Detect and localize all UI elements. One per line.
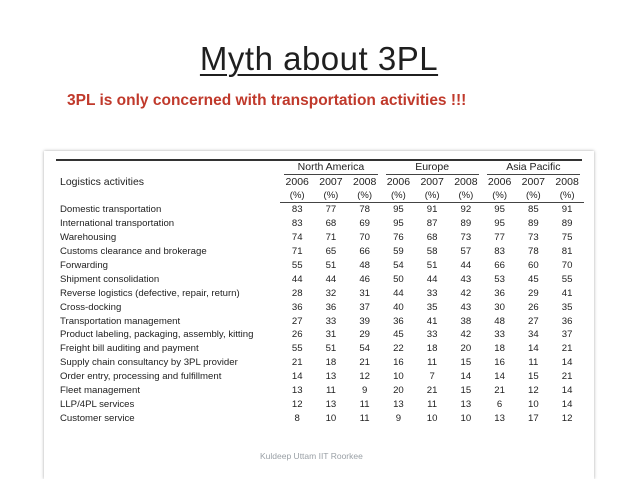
value-cell: 16 bbox=[393, 357, 404, 369]
activity-cell: LLP/4PL services bbox=[60, 398, 135, 410]
value-cell: 51 bbox=[325, 260, 337, 271]
value-cell: 13 bbox=[393, 398, 404, 410]
table-row bbox=[58, 411, 584, 425]
value-cell: 37 bbox=[561, 329, 573, 341]
value-cell: 66 bbox=[359, 246, 370, 258]
value-cell: 21 bbox=[359, 357, 370, 369]
value-cell: 38 bbox=[460, 315, 472, 327]
value-cell: 33 bbox=[426, 287, 438, 299]
value-cell: 55 bbox=[291, 260, 303, 271]
value-cell: 14 bbox=[291, 371, 303, 383]
table-row bbox=[58, 314, 584, 328]
value-cell: 22 bbox=[393, 343, 404, 355]
value-cell: 36 bbox=[393, 315, 404, 327]
footer-credit: Kuldeep Uttam IIT Roorkee bbox=[260, 451, 363, 461]
activity-cell: Warehousing bbox=[60, 232, 117, 244]
value-cell: 13 bbox=[494, 412, 505, 424]
value-cell: 12 bbox=[291, 398, 303, 410]
value-cell: 28 bbox=[291, 287, 303, 299]
value-cell: 83 bbox=[291, 204, 303, 216]
value-cell: 77 bbox=[494, 232, 505, 244]
value-cell: 95 bbox=[393, 218, 404, 230]
year-header: 2006 bbox=[386, 176, 411, 188]
value-cell: 46 bbox=[359, 273, 370, 285]
value-cell: 55 bbox=[561, 273, 573, 285]
value-cell: 77 bbox=[325, 204, 337, 216]
value-cell: 68 bbox=[325, 218, 337, 230]
value-cell: 13 bbox=[325, 398, 337, 410]
value-cell: 48 bbox=[494, 315, 505, 327]
slide-subtitle: 3PL is only concerned with transportation activities !!! bbox=[67, 92, 467, 109]
value-cell: 11 bbox=[359, 398, 370, 410]
value-cell: 14 bbox=[561, 398, 573, 410]
value-cell: 83 bbox=[494, 246, 505, 258]
value-cell: 70 bbox=[359, 232, 370, 244]
value-cell: 65 bbox=[325, 246, 337, 258]
value-cell: 21 bbox=[561, 343, 573, 355]
table-row bbox=[58, 300, 584, 314]
value-cell: 60 bbox=[528, 260, 539, 271]
value-cell: 10 bbox=[325, 412, 337, 424]
value-cell: 21 bbox=[561, 371, 573, 383]
region-header-europe: Europe bbox=[382, 161, 483, 175]
unit-header: (%) bbox=[280, 189, 314, 203]
table-row bbox=[58, 342, 584, 356]
activity-cell: Shipment consolidation bbox=[60, 273, 160, 285]
slide-title: Myth about 3PL bbox=[199, 40, 439, 77]
value-cell: 15 bbox=[460, 385, 472, 397]
value-cell: 14 bbox=[460, 371, 472, 383]
value-cell: 12 bbox=[561, 412, 573, 424]
value-cell: 12 bbox=[359, 371, 370, 383]
value-cell: 36 bbox=[494, 287, 505, 299]
value-cell: 50 bbox=[393, 273, 404, 285]
value-cell: 6 bbox=[496, 398, 503, 410]
region-header-asia-pacific: Asia Pacific bbox=[483, 161, 584, 175]
year-header: 2006 bbox=[487, 176, 512, 188]
value-cell: 18 bbox=[325, 357, 337, 369]
value-cell: 45 bbox=[528, 273, 539, 285]
table-row bbox=[58, 397, 584, 411]
value-cell: 41 bbox=[426, 315, 438, 327]
unit-header: (%) bbox=[516, 189, 550, 203]
value-cell: 54 bbox=[393, 260, 404, 271]
value-cell: 71 bbox=[325, 232, 337, 244]
table-row bbox=[58, 370, 584, 384]
value-cell: 8 bbox=[294, 412, 300, 424]
value-cell: 33 bbox=[325, 315, 337, 327]
value-cell: 68 bbox=[426, 232, 438, 244]
value-cell: 15 bbox=[528, 371, 539, 383]
year-header: 2008 bbox=[352, 176, 377, 188]
value-cell: 58 bbox=[426, 246, 438, 258]
value-cell: 12 bbox=[528, 385, 539, 397]
activity-cell: International transportation bbox=[60, 218, 175, 230]
logistics-activities-table bbox=[58, 161, 584, 425]
value-cell: 11 bbox=[359, 412, 370, 424]
value-cell: 31 bbox=[325, 329, 337, 341]
value-cell: 48 bbox=[359, 260, 370, 271]
table-row bbox=[58, 231, 584, 245]
value-cell: 29 bbox=[528, 287, 539, 299]
activity-cell: Product labeling, packaging, assembly, kitting bbox=[60, 329, 254, 341]
value-cell: 11 bbox=[528, 357, 539, 369]
value-cell: 11 bbox=[427, 357, 438, 369]
value-cell: 27 bbox=[291, 315, 303, 327]
value-cell: 76 bbox=[393, 232, 404, 244]
value-cell: 42 bbox=[460, 329, 472, 341]
value-cell: 10 bbox=[426, 412, 438, 424]
value-cell: 95 bbox=[494, 218, 505, 230]
value-cell: 17 bbox=[528, 412, 539, 424]
value-cell: 43 bbox=[460, 273, 472, 285]
value-cell: 44 bbox=[426, 273, 438, 285]
value-cell: 13 bbox=[325, 371, 337, 383]
unit-header: (%) bbox=[550, 189, 584, 203]
value-cell: 73 bbox=[460, 232, 472, 244]
value-cell: 14 bbox=[561, 385, 573, 397]
value-cell: 51 bbox=[325, 343, 337, 355]
value-cell: 53 bbox=[494, 273, 505, 285]
value-cell: 81 bbox=[561, 246, 573, 258]
value-cell: 36 bbox=[325, 301, 337, 313]
value-cell: 87 bbox=[426, 218, 438, 230]
value-cell: 83 bbox=[291, 218, 303, 230]
unit-header: (%) bbox=[449, 189, 483, 203]
value-cell: 20 bbox=[393, 385, 404, 397]
value-cell: 59 bbox=[393, 246, 404, 258]
value-cell: 10 bbox=[393, 371, 404, 383]
activity-cell: Forwarding bbox=[60, 260, 108, 271]
table-image bbox=[44, 151, 594, 479]
unit-header: (%) bbox=[382, 189, 416, 203]
value-cell: 11 bbox=[427, 398, 438, 410]
value-cell: 89 bbox=[528, 218, 539, 230]
value-cell: 21 bbox=[494, 385, 505, 397]
value-cell: 57 bbox=[460, 246, 472, 258]
value-cell: 18 bbox=[494, 343, 505, 355]
year-header: 2006 bbox=[285, 176, 309, 188]
activity-cell: Transportation management bbox=[60, 315, 181, 327]
value-cell: 75 bbox=[561, 232, 573, 244]
value-cell: 95 bbox=[393, 204, 404, 216]
value-cell: 21 bbox=[426, 385, 438, 397]
value-cell: 40 bbox=[393, 301, 404, 313]
value-cell: 14 bbox=[494, 371, 505, 383]
activity-cell: Freight bill auditing and payment bbox=[60, 343, 199, 355]
value-cell: 45 bbox=[393, 329, 404, 341]
value-cell: 16 bbox=[494, 357, 505, 369]
value-cell: 7 bbox=[429, 371, 435, 383]
value-cell: 35 bbox=[426, 301, 438, 313]
value-cell: 30 bbox=[494, 301, 505, 313]
value-cell: 31 bbox=[359, 287, 370, 299]
value-cell: 74 bbox=[291, 232, 303, 244]
value-cell: 15 bbox=[460, 357, 472, 369]
table-row bbox=[58, 245, 584, 259]
activity-cell: Cross-docking bbox=[60, 301, 122, 313]
table-row bbox=[58, 259, 584, 273]
year-header: 2007 bbox=[420, 176, 444, 188]
value-cell: 35 bbox=[561, 301, 573, 313]
value-cell: 43 bbox=[460, 301, 472, 313]
value-cell: 11 bbox=[325, 385, 336, 397]
table-row bbox=[58, 384, 584, 398]
value-cell: 44 bbox=[325, 273, 337, 285]
value-cell: 13 bbox=[291, 385, 303, 397]
value-cell: 85 bbox=[528, 204, 539, 216]
value-cell: 36 bbox=[561, 315, 573, 327]
value-cell: 14 bbox=[528, 343, 539, 355]
unit-header: (%) bbox=[314, 189, 348, 203]
activity-cell: Customs clearance and brokerage bbox=[60, 246, 207, 258]
activity-cell: Customer service bbox=[60, 412, 135, 424]
table-row bbox=[58, 286, 584, 300]
value-cell: 18 bbox=[426, 343, 438, 355]
value-cell: 66 bbox=[494, 260, 505, 271]
value-cell: 13 bbox=[460, 398, 472, 410]
value-cell: 51 bbox=[426, 260, 438, 271]
activity-cell: Supply chain consultancy by 3PL provider bbox=[60, 357, 238, 369]
table-body bbox=[58, 203, 584, 426]
table-row bbox=[58, 203, 584, 217]
table-row bbox=[58, 356, 584, 370]
value-cell: 44 bbox=[393, 287, 404, 299]
year-header: 2008 bbox=[555, 176, 579, 188]
activity-cell: Fleet management bbox=[60, 385, 140, 397]
activity-cell: Order entry, processing and fulfillment bbox=[60, 371, 222, 383]
value-cell: 36 bbox=[291, 301, 303, 313]
value-cell: 73 bbox=[528, 232, 539, 244]
unit-header: (%) bbox=[415, 189, 449, 203]
value-cell: 44 bbox=[291, 273, 303, 285]
unit-header: (%) bbox=[483, 189, 517, 203]
value-cell: 69 bbox=[359, 218, 370, 230]
value-cell: 10 bbox=[528, 398, 539, 410]
value-cell: 44 bbox=[460, 260, 472, 271]
value-cell: 33 bbox=[426, 329, 438, 341]
year-header: 2008 bbox=[454, 176, 478, 188]
value-cell: 26 bbox=[291, 329, 303, 341]
value-cell: 21 bbox=[291, 357, 303, 369]
value-cell: 37 bbox=[359, 301, 370, 313]
activity-cell: Domestic transportation bbox=[60, 204, 162, 216]
value-cell: 9 bbox=[395, 412, 402, 424]
value-cell: 89 bbox=[460, 218, 472, 230]
value-cell: 33 bbox=[494, 329, 505, 341]
value-cell: 89 bbox=[561, 218, 573, 230]
value-cell: 9 bbox=[361, 385, 368, 397]
table-row bbox=[58, 272, 584, 286]
value-cell: 54 bbox=[359, 343, 370, 355]
value-cell: 10 bbox=[460, 412, 472, 424]
unit-header: (%) bbox=[348, 189, 382, 203]
year-header: 2007 bbox=[521, 176, 546, 188]
activity-cell: Reverse logistics (defective, repair, return) bbox=[60, 287, 240, 299]
value-cell: 70 bbox=[561, 260, 573, 271]
value-cell: 91 bbox=[426, 204, 438, 216]
value-cell: 92 bbox=[460, 204, 472, 216]
value-cell: 26 bbox=[528, 301, 539, 313]
value-cell: 71 bbox=[291, 246, 303, 258]
value-cell: 29 bbox=[359, 329, 370, 341]
table-row bbox=[58, 328, 584, 342]
value-cell: 27 bbox=[528, 315, 539, 327]
value-cell: 91 bbox=[561, 204, 573, 216]
activity-column-header: Logistics activities bbox=[60, 175, 145, 188]
value-cell: 78 bbox=[359, 204, 370, 216]
table-row bbox=[58, 217, 584, 231]
value-cell: 14 bbox=[561, 357, 573, 369]
value-cell: 20 bbox=[460, 343, 472, 355]
value-cell: 42 bbox=[460, 287, 472, 299]
value-cell: 55 bbox=[291, 343, 303, 355]
value-cell: 78 bbox=[528, 246, 539, 258]
value-cell: 95 bbox=[494, 204, 505, 216]
value-cell: 32 bbox=[325, 287, 337, 299]
value-cell: 41 bbox=[561, 287, 573, 299]
value-cell: 39 bbox=[359, 315, 370, 327]
region-header-north-america: North America bbox=[280, 161, 381, 175]
year-header: 2007 bbox=[319, 176, 343, 188]
value-cell: 34 bbox=[528, 329, 539, 341]
